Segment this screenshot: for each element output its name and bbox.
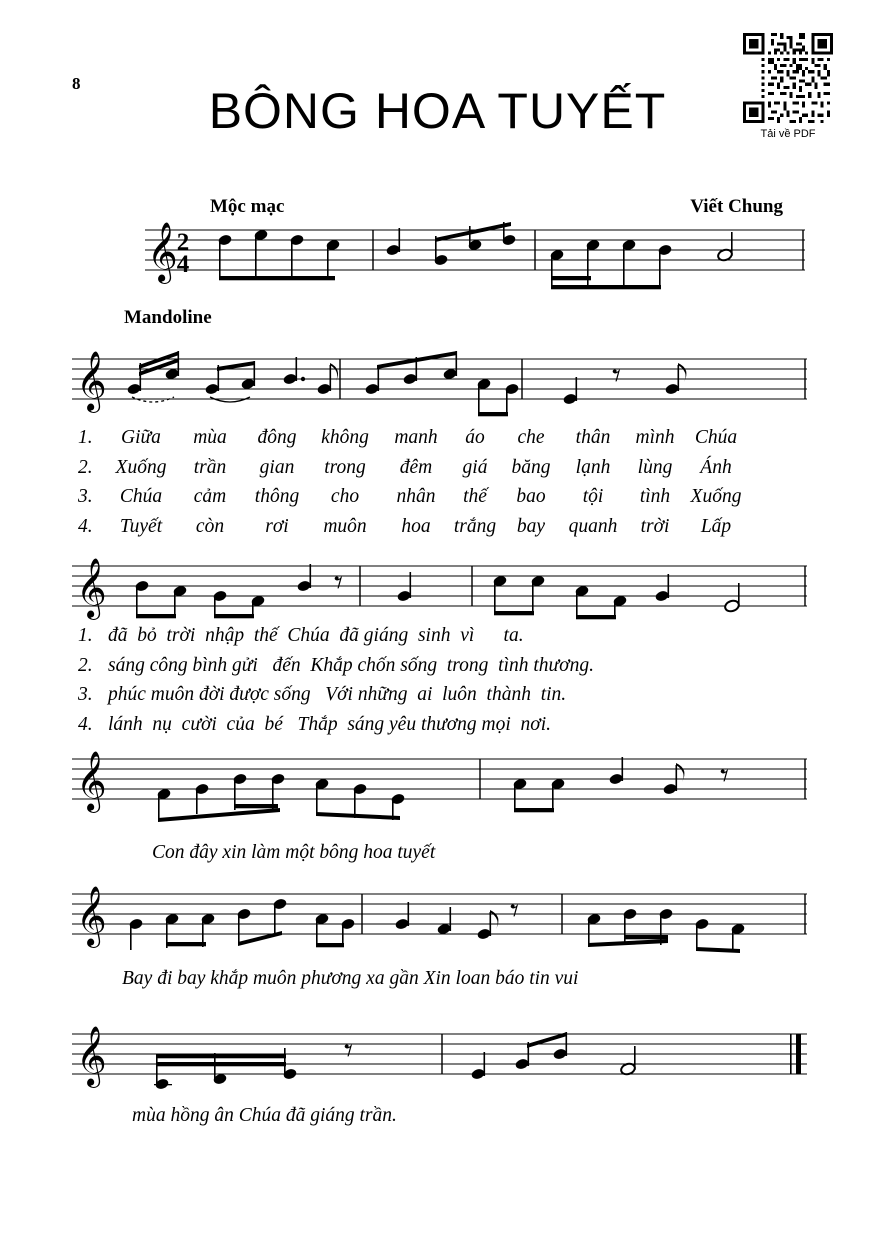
staff-4 xyxy=(72,745,807,825)
staff-1 xyxy=(145,216,805,296)
refrain-line-1: Con đây xin làm một bông hoa tuyết xyxy=(152,842,436,863)
treble-clef-icon: 𝄞 xyxy=(76,351,107,411)
treble-clef-icon: 𝄞 xyxy=(76,886,107,946)
eighth-rest-icon: 𝄾 xyxy=(510,891,520,931)
staff-6 xyxy=(72,1020,807,1100)
lyric-line: 3. Chúa cảm thông cho nhân thế bao tội tình Xuống xyxy=(78,486,742,508)
qr-caption: Tải về PDF xyxy=(760,128,816,140)
eighth-rest-icon: 𝄾 xyxy=(720,756,730,796)
lyric-line: 4. lánh nụ cười của bé Thắp sáng yêu thương mọi nơi. xyxy=(78,712,594,738)
music-system-3 xyxy=(72,552,807,632)
eighth-rest-icon: 𝄾 xyxy=(612,356,622,396)
music-system-6 xyxy=(72,1020,807,1100)
staff-5 xyxy=(72,880,807,960)
lyric-line: 1. đã bỏ trời nhập thế Chúa đã giáng sinh vì ta. xyxy=(78,623,594,649)
tempo-marking: Mộc mạc xyxy=(210,196,285,217)
eighth-rest-icon: 𝄾 xyxy=(344,1031,354,1071)
svg-text:2: 2 xyxy=(176,229,190,256)
refrain-line-3: mùa hồng ân Chúa đã giáng trần. xyxy=(132,1105,397,1126)
page-title: BÔNG HOA TUYẾT xyxy=(208,83,667,139)
music-system-2 xyxy=(72,345,807,425)
lyric-line: 1. Giữa mùa đông không manh áo che thân mình Chúa xyxy=(78,427,738,448)
treble-clef-icon: 𝄞 xyxy=(76,558,107,618)
lyric-line: 4. Tuyết còn rơi muôn hoa trắng bay quanh trời Lấp xyxy=(78,516,732,538)
lyrics-verse-block-2 xyxy=(78,623,594,742)
composer-name: Viết Chung xyxy=(690,196,783,217)
lyric-line: 3. phúc muôn đời được sống Với những ai luôn thành tin. xyxy=(78,682,594,708)
lyric-text: đã bỏ trời nhập thế Chúa đã giáng sinh vì ta. xyxy=(108,625,524,646)
qr-code-image xyxy=(743,33,833,123)
music-system-4 xyxy=(72,745,807,825)
lyric-text: lánh nụ cười của bé Thắp sáng yêu thương mọi nơi. xyxy=(108,714,551,736)
eighth-rest-icon: 𝄾 xyxy=(334,563,344,603)
lyric-line: 2. Xuống trần gian trong đêm giá băng lạnh lùng Ánh xyxy=(78,456,732,478)
svg-text:4: 4 xyxy=(176,251,190,278)
qr-code[interactable] xyxy=(743,33,833,123)
lyric-text: sáng công bình gửi đến Khắp chốn sống trong tình thương. xyxy=(108,654,594,676)
lyric-text: phúc muôn đời được sống Với những ai luôn thành tin. xyxy=(108,684,567,706)
treble-clef-icon: 𝄞 xyxy=(147,222,178,282)
treble-clef-icon: 𝄞 xyxy=(76,751,107,811)
lyrics-verse-block-1 xyxy=(78,425,746,544)
music-system-5 xyxy=(72,880,807,960)
refrain-line-2: Bay đi bay khắp muôn phương xa gần Xin loan báo tin vui xyxy=(122,968,579,989)
staff-3 xyxy=(72,552,807,632)
instrument-label: Mandoline xyxy=(124,307,212,328)
music-system-1 xyxy=(145,216,805,296)
page-number: 8 xyxy=(72,74,81,93)
treble-clef-icon: 𝄞 xyxy=(76,1026,107,1086)
staff-2 xyxy=(72,345,807,425)
lyric-line: 2. sáng công bình gửi đến Khắp chốn sống trong tình thương. xyxy=(78,653,594,679)
